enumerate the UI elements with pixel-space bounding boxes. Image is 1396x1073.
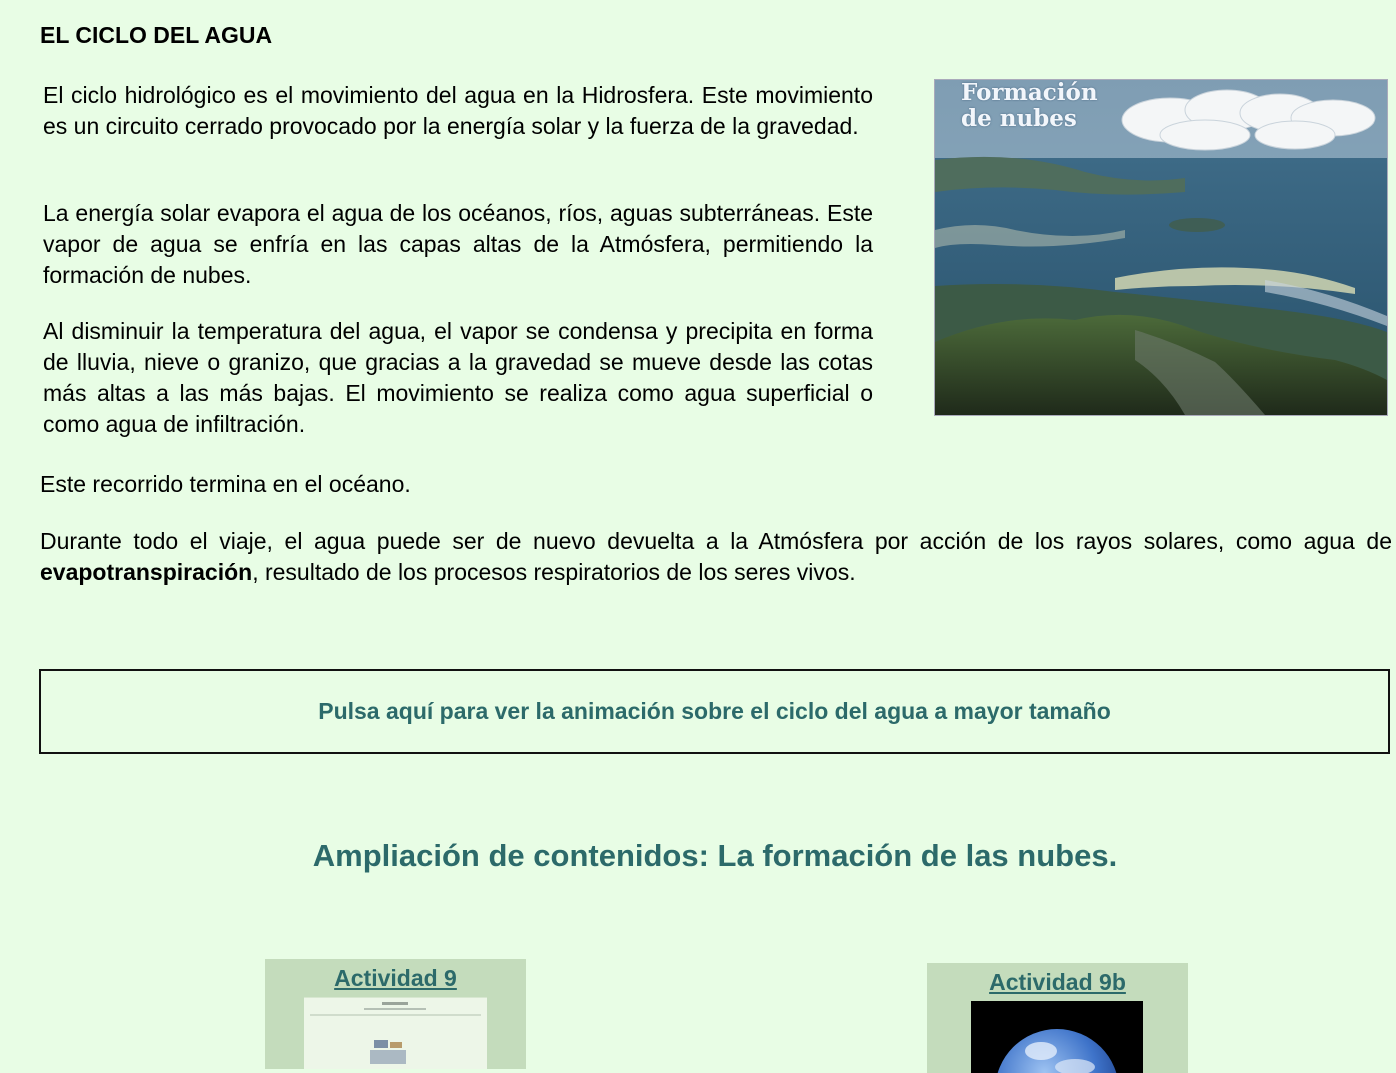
paragraph-text-end: , resultado de los procesos respiratorios de los seres vivos. bbox=[252, 559, 856, 585]
paragraph-intro: El ciclo hidrológico es el movimiento del agua en la Hidrosfera. Este movimiento es un circuito cerrado provocado por la energía solar y la fuerza de la gravedad. bbox=[43, 82, 873, 139]
evapotranspiration-term: evapotranspiración bbox=[40, 559, 253, 585]
activity-card-9[interactable] bbox=[265, 959, 526, 1069]
activity-9b-thumbnail[interactable] bbox=[971, 1001, 1143, 1073]
globe-icon bbox=[971, 1001, 1143, 1073]
activity-9-link[interactable]: Actividad 9 bbox=[334, 965, 457, 991]
cloud-formation-photo bbox=[934, 79, 1388, 416]
paragraph-evaporation: La energía solar evapora el agua de los océanos, ríos, aguas subterráneas. Este vapor de agua se enfría en las capas altas de la Atmósfera, permitiendo la formación de nubes. bbox=[43, 200, 873, 288]
paragraph-text-start: Durante todo el viaje, el agua puede ser de nuevo devuelta a la Atmósfera por acción de los rayos solares, como agua de bbox=[40, 528, 1392, 554]
activity-card-9b[interactable] bbox=[927, 963, 1188, 1073]
page-title: EL CICLO DEL AGUA bbox=[40, 22, 273, 48]
animation-link[interactable]: Pulsa aquí para ver la animación sobre el ciclo del agua a mayor tamaño bbox=[318, 698, 1111, 724]
paragraph-evapotranspiration bbox=[40, 526, 1392, 588]
animation-link-box[interactable] bbox=[39, 669, 1390, 754]
activity-9b-link[interactable]: Actividad 9b bbox=[989, 969, 1126, 995]
paragraph-precipitation: Al disminuir la temperatura del agua, el vapor se condensa y precipita en forma de lluvia, nieve o granizo, que gracias a la gravedad se mueve desde las cotas más altas a las más bajas. El movimiento se realiza como agua superficial o como agua de infiltración. bbox=[43, 318, 873, 437]
photo-caption: Formación de nubes bbox=[961, 79, 1098, 132]
paragraph-ocean: Este recorrido termina en el océano. bbox=[40, 471, 411, 497]
activity-9-thumbnail-image bbox=[304, 998, 487, 1069]
activity-9-thumbnail[interactable] bbox=[304, 997, 487, 1069]
section-heading: Ampliación de contenidos: La formación de las nubes. bbox=[312, 838, 1118, 873]
